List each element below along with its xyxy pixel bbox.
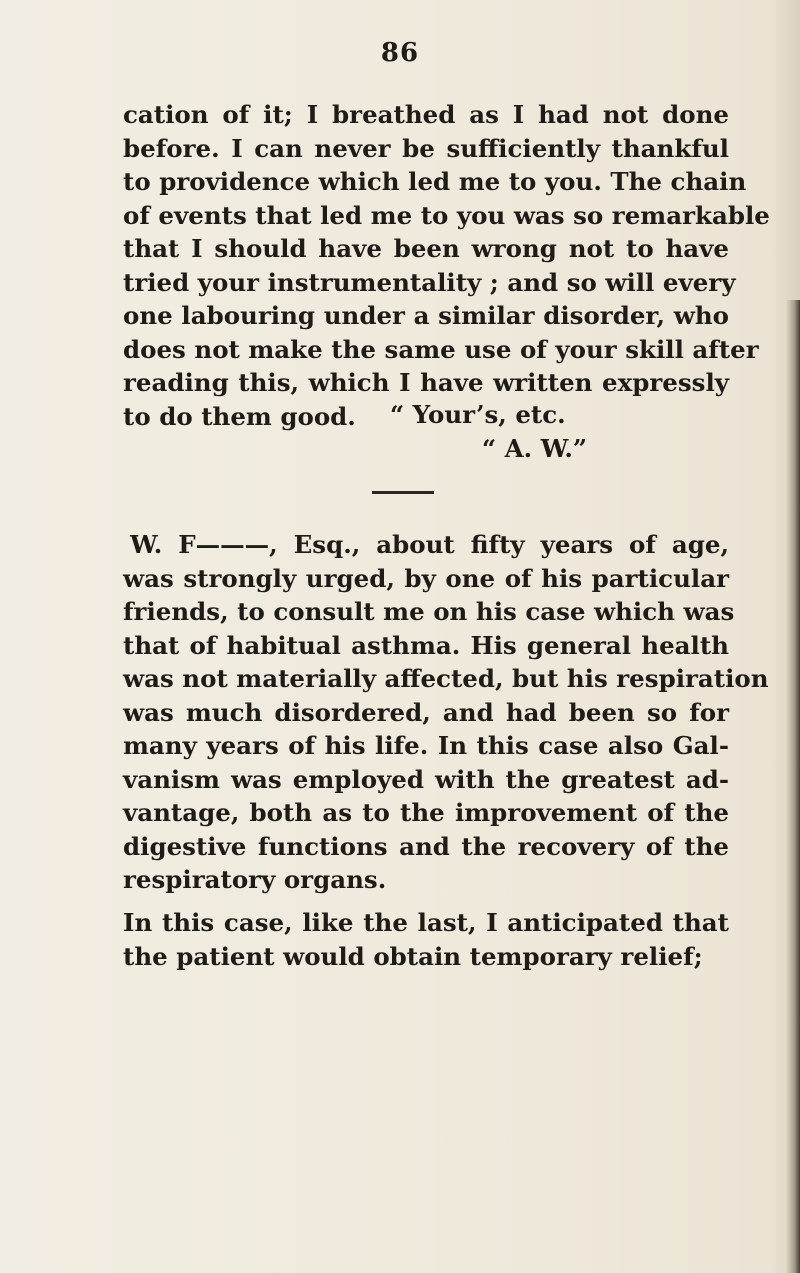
text-line: was much disordered, and had been so for bbox=[123, 697, 729, 727]
text-line: reading this, which I have written expressly bbox=[123, 368, 729, 397]
paragraph-anticipation bbox=[123, 906, 729, 973]
text-line: to do them good. bbox=[123, 401, 356, 431]
text-line: digestive functions and the recovery of the bbox=[123, 831, 729, 861]
text-line: was strongly urged, by one of his particular bbox=[123, 563, 729, 593]
paragraph-letter-end bbox=[123, 98, 770, 433]
signature-initials: “ A. W.” bbox=[482, 434, 588, 463]
paragraph-case-wf bbox=[123, 528, 769, 897]
text-line: W. F———, Esq., about fifty years of age, bbox=[130, 530, 729, 559]
text-line: that of habitual asthma. His general health bbox=[123, 630, 729, 660]
text-line: cation of it; I breathed as I had not done bbox=[123, 100, 729, 129]
page-edge-shadow bbox=[786, 300, 800, 1273]
text-line: In this case, like the last, I anticipated that bbox=[123, 908, 729, 937]
text-line: before. I can never be sufficiently thankful bbox=[123, 133, 729, 163]
text-line: many years of his life. In this case also Gal- bbox=[123, 731, 729, 760]
text-line: vantage, both as to the improvement of the bbox=[123, 798, 729, 827]
text-line: vanism was employed with the greatest ad- bbox=[123, 764, 729, 794]
text-line: tried your instrumentality ; and so will every bbox=[123, 267, 736, 297]
text-line: of events that led me to you was so remarkable bbox=[123, 200, 770, 230]
text-line: one labouring under a similar disorder, who bbox=[123, 301, 729, 330]
section-divider bbox=[372, 491, 434, 494]
text-line: does not make the same use of your skill after bbox=[123, 334, 759, 364]
page-number: 86 bbox=[380, 38, 420, 68]
text-line: that I should have been wrong not to have bbox=[123, 234, 729, 263]
signature-closing: “ Your’s, etc. bbox=[390, 400, 566, 429]
text-line: was not materially affected, but his respiration bbox=[123, 664, 769, 693]
text-line: the patient would obtain temporary relief; bbox=[123, 941, 703, 971]
text-line: to providence which led me to you. The chain bbox=[123, 167, 747, 196]
text-line: respiratory organs. bbox=[123, 865, 387, 894]
text-line: friends, to consult me on his case which was bbox=[123, 597, 735, 626]
